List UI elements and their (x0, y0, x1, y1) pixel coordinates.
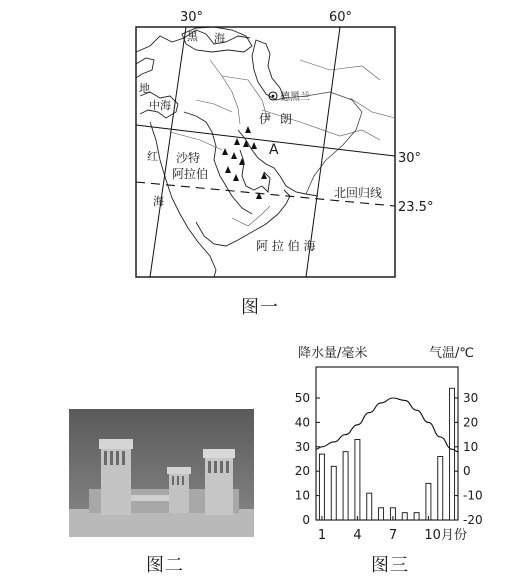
oil-field-icon (231, 152, 237, 159)
oil-field-icon (222, 148, 228, 155)
plot-frame (316, 367, 458, 520)
label-iran-1: 伊 (259, 112, 272, 126)
precip-bar (450, 388, 455, 520)
precip-bar (367, 493, 372, 520)
right-tick-label: -10 (463, 488, 483, 503)
figure2-photo (69, 409, 254, 537)
tropic-label: 北回归线 (334, 186, 383, 200)
precip-bar (331, 466, 336, 520)
left-tick-label: 20 (294, 464, 310, 479)
tehran-label: 德黑兰 (280, 92, 310, 103)
label-red-sea-1: 红 (147, 150, 158, 163)
right-tick-label: 20 (463, 415, 479, 430)
precip-bar (319, 454, 324, 520)
precipitation-bars (319, 388, 454, 520)
oil-field-icon (233, 174, 239, 181)
precip-bar (379, 508, 384, 520)
precip-bar (414, 513, 419, 520)
label-black-sea-2: 海 (214, 32, 225, 45)
temperature-line (316, 398, 458, 452)
label-saudi-1: 沙特 (176, 151, 201, 165)
figure3-caption: 图三 (371, 555, 409, 576)
left-tick-label: 50 (294, 391, 310, 405)
label-med-1: 地 (139, 82, 150, 95)
oil-field-markers (222, 126, 267, 199)
figure1-caption: 图一 (241, 297, 279, 318)
label-med-2: 中海 (149, 99, 171, 112)
label-red-sea-2: 海 (153, 195, 164, 208)
x-tick-label: 4 (353, 528, 362, 543)
lon-label-30: 30° (180, 10, 204, 25)
left-tick-label: 0 (302, 513, 310, 527)
precip-bar (355, 439, 360, 520)
left-tick-label: 10 (294, 488, 310, 503)
x-tick-label: 1 (317, 528, 327, 543)
tehran-dot (272, 95, 275, 98)
x-tick-label: 7 (388, 528, 398, 543)
x-tick-label: 10月份 (424, 528, 467, 543)
x-axis-ticks (318, 516, 467, 543)
left-axis-ticks (295, 391, 320, 527)
wind-tower-photo (69, 409, 254, 537)
left-axis-label: 降水量/毫米 (298, 346, 368, 361)
label-saudi-2: 阿拉伯 (172, 167, 209, 181)
label-black-sea-1: 黑 (187, 30, 198, 43)
coastline-caspian (252, 40, 284, 100)
lat-label-30: 30° (398, 151, 422, 166)
oil-field-icon (251, 142, 257, 149)
figure2-caption: 图二 (146, 555, 184, 576)
iran-east-border (284, 92, 362, 194)
right-axis-label: 气温/℃ (429, 346, 474, 361)
coastline-arabia-south (196, 190, 290, 246)
left-tick-label: 40 (294, 415, 310, 430)
label-arabian-sea: 阿 拉 伯 海 (256, 239, 316, 253)
oil-field-icon (245, 126, 251, 133)
right-axis-ticks (454, 391, 483, 527)
lat-label-235: 23.5° (398, 200, 434, 215)
lon-label-60: 60° (329, 10, 353, 25)
precip-bar (438, 457, 443, 520)
oil-field-icon (234, 138, 240, 145)
coastline-med (136, 30, 252, 214)
right-tick-label: 10 (463, 439, 479, 454)
precip-bar (426, 483, 431, 520)
label-iran-2: 朗 (280, 112, 293, 126)
precip-bar (343, 452, 348, 520)
right-tick-label: -20 (463, 513, 483, 527)
precip-bar (390, 508, 395, 520)
precip-bar (402, 513, 407, 520)
right-tick-label: 0 (463, 464, 471, 479)
right-tick-label: 30 (463, 391, 479, 405)
coastline-gulf (238, 130, 318, 196)
point-a-label: A (269, 142, 279, 158)
oil-field-icon (261, 172, 267, 179)
left-tick-label: 30 (294, 439, 310, 454)
oil-field-icon (225, 166, 231, 173)
